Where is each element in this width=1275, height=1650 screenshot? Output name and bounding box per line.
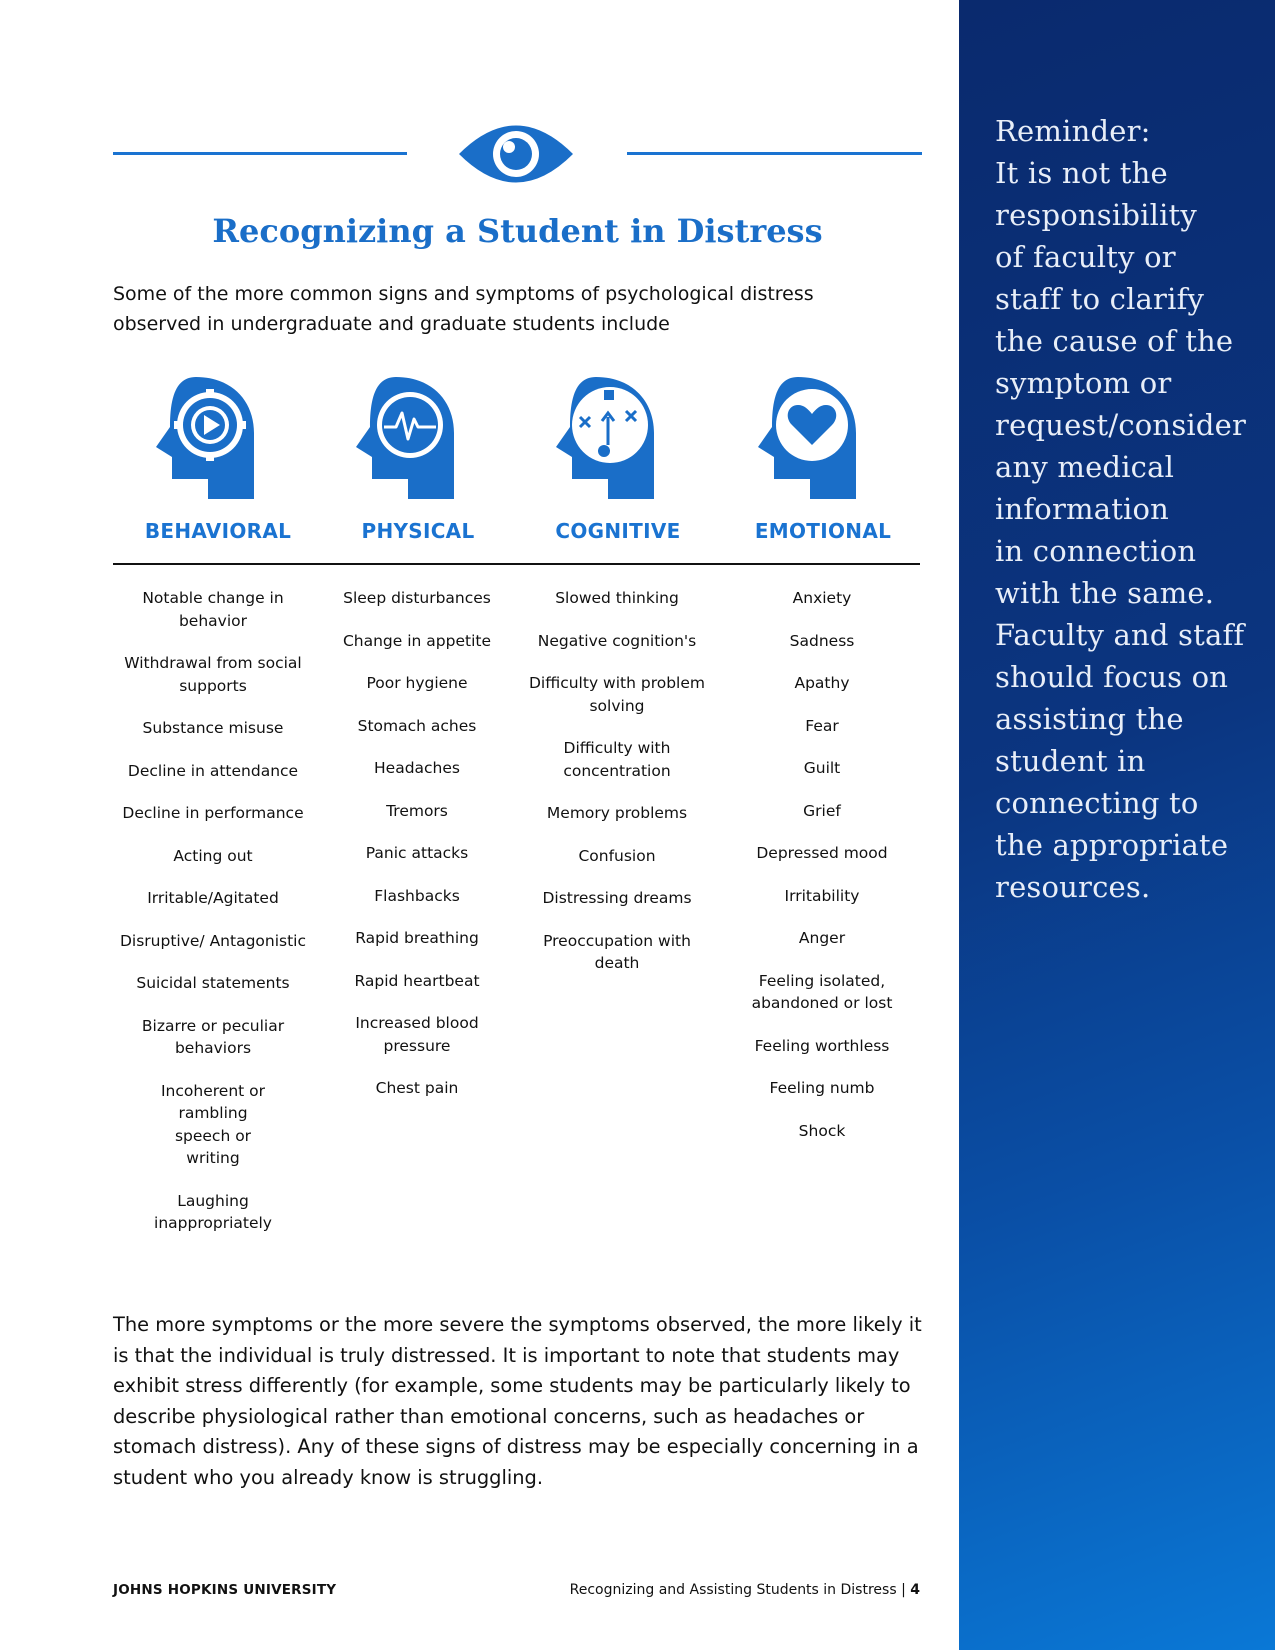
list-item: Poor hygiene xyxy=(366,674,468,692)
behavioral-list xyxy=(113,587,313,1255)
list-item: Fear xyxy=(805,716,839,735)
list-item: Flashbacks xyxy=(374,886,460,905)
reminder-line: the cause of the xyxy=(995,324,1234,358)
list-item: Suicidal statements xyxy=(136,974,290,992)
page-title: Recognizing a Student in Distress xyxy=(212,212,823,250)
list-item: Decline in performance xyxy=(122,804,304,822)
reminder-line: Faculty and staff xyxy=(995,618,1245,652)
physical-list xyxy=(317,587,517,1120)
reminder-line: request/consider xyxy=(995,408,1247,442)
list-item: Shock xyxy=(798,1121,846,1140)
reminder-line: should focus on xyxy=(995,660,1229,694)
footer-organization: JOHNS HOPKINS UNIVERSITY xyxy=(113,1582,337,1598)
list-item: Acting out xyxy=(173,846,253,865)
list-item: Grief xyxy=(803,801,841,820)
category-label-behavioral: BEHAVIORAL xyxy=(144,519,292,543)
page-number: 4 xyxy=(910,1582,920,1598)
list-item: Notable change in behavior xyxy=(142,589,284,630)
category-label-cognitive: COGNITIVE xyxy=(555,519,681,543)
reminder-line: the appropriate xyxy=(995,828,1229,862)
list-item: Feeling isolated, abandoned or lost xyxy=(751,971,893,1012)
emotional-list xyxy=(722,587,922,1162)
list-item: Increased blood pressure xyxy=(355,1014,479,1055)
list-item: Irritability xyxy=(784,886,860,905)
reminder-line: any medical xyxy=(995,450,1175,484)
reminder-sidebar xyxy=(959,0,1275,1650)
list-item: Anxiety xyxy=(792,589,852,607)
reminder-line: symptom or xyxy=(995,366,1172,400)
header-divider-right xyxy=(627,152,922,155)
list-item: Headaches xyxy=(374,759,460,777)
cognitive-list xyxy=(517,587,717,995)
reminder-line: student in xyxy=(995,744,1146,778)
list-item: Chest pain xyxy=(375,1079,459,1097)
list-item: Preoccupation with death xyxy=(543,931,691,972)
reminder-line: staff to clarify xyxy=(995,282,1205,316)
list-item: Sadness xyxy=(789,631,855,650)
list-item: Feeling worthless xyxy=(754,1036,890,1055)
list-item: Panic attacks xyxy=(365,844,469,862)
footer-separator: | xyxy=(901,1582,906,1598)
list-item: Bizarre or peculiar behaviors xyxy=(141,1016,285,1057)
list-item: Difficulty with concentration xyxy=(563,739,671,780)
list-item: Distressing dreams xyxy=(542,889,692,907)
list-item: Tremors xyxy=(386,801,448,820)
gear-play-head-icon xyxy=(150,373,260,503)
list-item: Withdrawal from social supports xyxy=(124,654,302,695)
list-item: Guilt xyxy=(803,759,841,777)
heart-head-icon xyxy=(752,373,862,503)
footer-page-info xyxy=(560,1582,920,1598)
list-item: Irritable/Agitated xyxy=(147,889,279,907)
footer-document-title: Recognizing and Assisting Students in Distress xyxy=(569,1582,897,1598)
category-divider xyxy=(113,563,920,565)
list-item: Decline in attendance xyxy=(127,761,299,780)
reminder-line: information xyxy=(995,492,1170,526)
category-label-emotional: EMOTIONAL xyxy=(754,519,892,543)
list-item: Rapid breathing xyxy=(355,929,479,947)
list-item: Depressed mood xyxy=(756,844,888,862)
reminder-line: connecting to xyxy=(995,786,1199,820)
reminder-line: responsibility xyxy=(995,198,1197,232)
list-item: Apathy xyxy=(794,674,850,692)
list-item: Memory problems xyxy=(546,804,688,822)
list-item: Negative cognition's xyxy=(537,631,697,650)
list-item: Stomach aches xyxy=(357,716,477,735)
list-item: Laughing inappropriately xyxy=(154,1191,272,1232)
strategy-head-icon xyxy=(550,373,660,503)
list-item: Disruptive/ Antagonistic xyxy=(119,931,307,950)
list-item: Sleep disturbances xyxy=(343,589,491,607)
list-item: Change in appetite xyxy=(342,631,492,650)
list-item: Rapid heartbeat xyxy=(354,971,480,990)
reminder-line: resources. xyxy=(995,870,1151,904)
list-item: Incoherent or rambling speech or writing xyxy=(160,1081,265,1167)
list-item: Substance misuse xyxy=(142,719,284,737)
reminder-line: with the same. xyxy=(995,576,1215,610)
intro-paragraph: Some of the more common signs and symptoms of psychological distress observed in undergraduate and graduate students include xyxy=(113,283,814,335)
heartbeat-head-icon xyxy=(350,373,460,503)
list-item: Difficulty with problem solving xyxy=(528,674,705,715)
header-divider-left xyxy=(113,152,407,155)
list-item: Slowed thinking xyxy=(555,589,679,607)
list-item: Anger xyxy=(798,929,846,947)
reminder-line: Reminder: xyxy=(995,114,1151,148)
list-item: Confusion xyxy=(578,846,656,865)
reminder-line: in connection xyxy=(995,534,1197,568)
eye-icon xyxy=(457,113,575,195)
reminder-line: of faculty or xyxy=(995,240,1176,274)
closing-paragraph: The more symptoms or the more severe the symptoms observed, the more likely it is that the individual is truly distressed. It is important to note that students may exhibit stress differently (for example, some students may be particularly likely to describe physiological rather than emotional concerns, such as headaches or stomach distress). Any of these signs of distress may be especially concerning in a student who you already know is struggling. xyxy=(113,1313,922,1489)
reminder-line: It is not the xyxy=(995,156,1168,190)
reminder-line: assisting the xyxy=(995,702,1184,736)
list-item: Feeling numb xyxy=(769,1079,875,1097)
reminder-text xyxy=(995,110,1265,908)
category-label-physical: PHYSICAL xyxy=(361,519,475,543)
